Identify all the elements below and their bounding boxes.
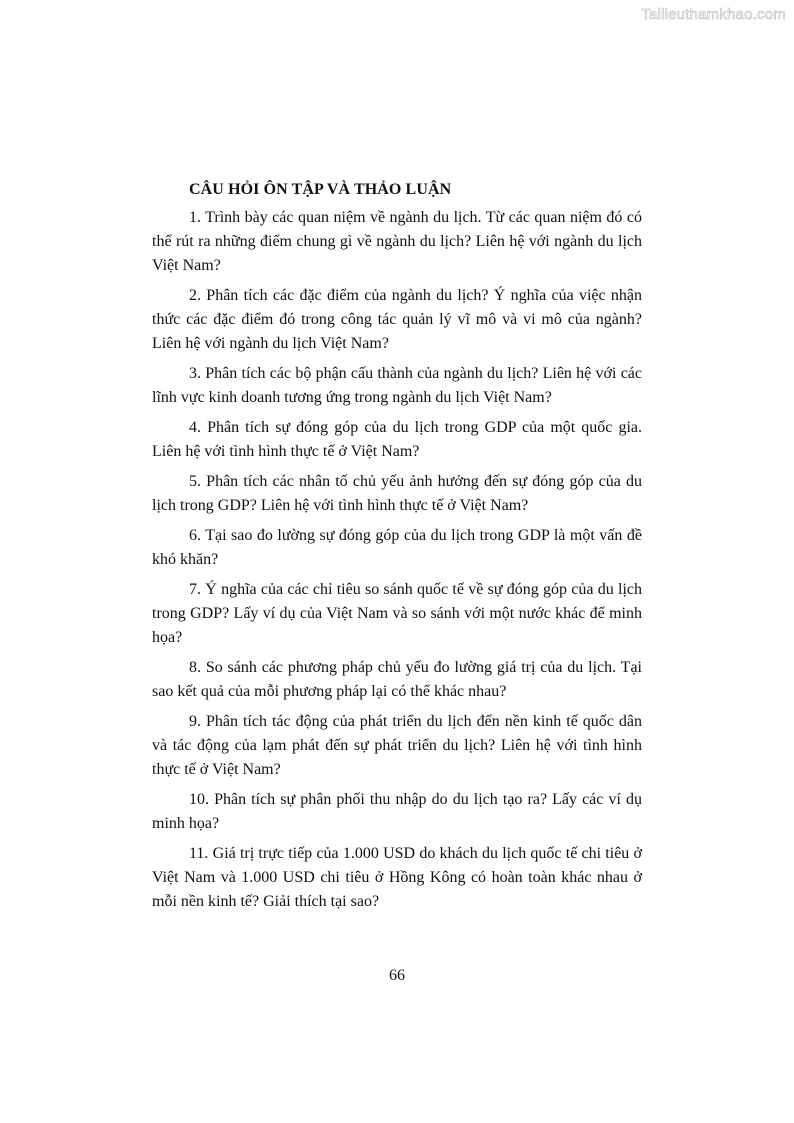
question-item: 2. Phân tích các đặc điểm của ngành du lịch? Ý nghĩa của việc nhận thức các đặc điểm đó trong công tác quản lý vĩ mô và vi mô của ngành? Liên hệ với ngành du lịch Việt Nam? (152, 287, 642, 352)
page-number: 66 (389, 967, 405, 984)
question-item: 6. Tại sao đo lường sự đóng góp của du lịch trong GDP là một vấn đề khó khăn? (152, 527, 642, 568)
question-item: 10. Phân tích sự phân phối thu nhập do du lịch tạo ra? Lấy các ví dụ minh họa? (152, 791, 642, 832)
section-heading: CÂU HỎI ÔN TẬP VÀ THẢO LUẬN (189, 181, 452, 198)
watermark: Tailieuthamkhao.com (641, 6, 786, 23)
question-item: 9. Phân tích tác động của phát triển du lịch đến nền kinh tế quốc dân và tác động của lạm phát đến sự phát triển du lịch? Liên hệ với tình hình thực tế ở Việt Nam? (152, 713, 642, 778)
question-item: 5. Phân tích các nhân tố chủ yếu ảnh hưởng đến sự đóng góp của du lịch trong GDP? Liên hệ với tình hình thực tế ở Việt Nam? (152, 473, 642, 514)
question-item: 8. So sánh các phương pháp chủ yếu đo lường giá trị của du lịch. Tại sao kết quả của mỗi phương pháp lại có thể khác nhau? (152, 659, 642, 700)
question-item: 11. Giá trị trực tiếp của 1.000 USD do khách du lịch quốc tế chi tiêu ở Việt Nam và 1.000 USD chi tiêu ở Hồng Kông có hoàn toàn khác nhau ở mỗi nền kinh tế? Giải thích tại sao? (152, 845, 642, 910)
question-item: 7. Ý nghĩa của các chỉ tiêu so sánh quốc tế về sự đóng góp của du lịch trong GDP? Lấy ví dụ của Việt Nam và so sánh với một nước khác để minh họa? (152, 581, 642, 646)
question-item: 1. Trình bày các quan niệm về ngành du lịch. Từ các quan niệm đó có thể rút ra những điểm chung gì về ngành du lịch? Liên hệ với ngành du lịch Việt Nam? (152, 209, 642, 274)
question-item: 4. Phân tích sự đóng góp của du lịch trong GDP của một quốc gia. Liên hệ với tình hình thực tế ở Việt Nam? (152, 419, 642, 460)
document-body (152, 178, 642, 920)
question-item: 3. Phân tích các bộ phận cấu thành của ngành du lịch? Liên hệ với các lĩnh vực kinh doanh tương ứng trong ngành du lịch Việt Nam? (152, 365, 642, 406)
